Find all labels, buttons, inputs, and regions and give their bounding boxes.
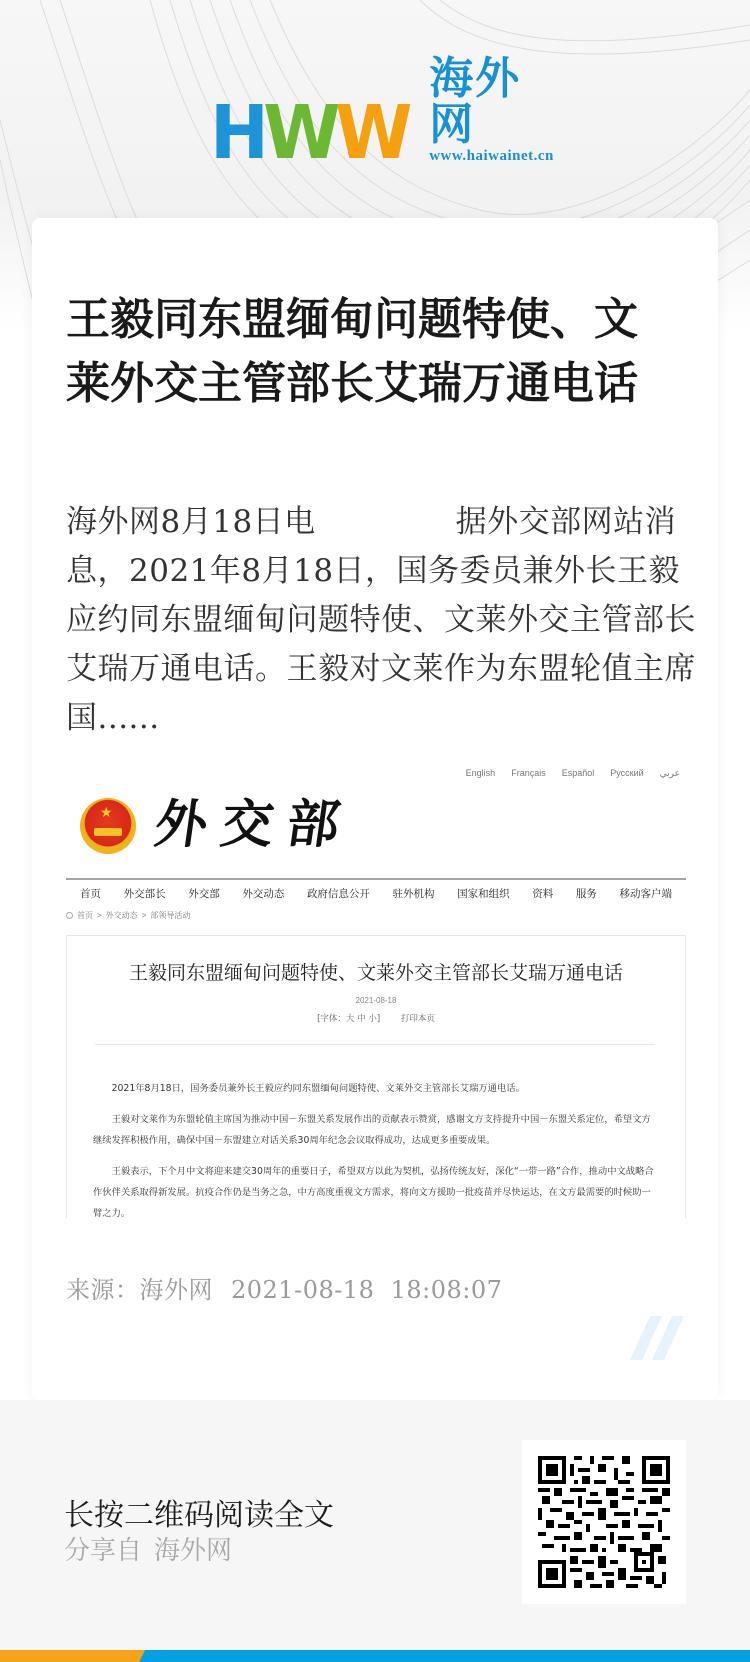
ministry-article-body bbox=[93, 1078, 659, 1218]
article-card bbox=[32, 218, 718, 1400]
lang-english: English bbox=[465, 768, 496, 778]
double-slash-decoration-icon bbox=[628, 1316, 688, 1360]
nav-item: 资料 bbox=[532, 888, 554, 900]
qr-code[interactable] bbox=[522, 1440, 686, 1604]
nav-item: 移动客户端 bbox=[619, 888, 672, 900]
nav-item: 外交动态 bbox=[242, 888, 285, 900]
share-prefix: 分享自 bbox=[64, 1536, 143, 1566]
nav-item: 驻外机构 bbox=[392, 888, 435, 900]
article-paragraph: 王毅对文莱作为东盟轮值主席国为推动中国－东盟关系发展作出的贡献表示赞赏，感谢文方支持提升中国－东盟关系定位，希望文方继续发挥积极作用，确保中国－东盟建立对话关系30周年纪念会议取得成功，达成更多重要成果。 bbox=[93, 1114, 651, 1146]
print-page-link: 打印本页 bbox=[400, 1014, 435, 1024]
nav-item: 外交部 bbox=[188, 888, 220, 900]
lang-french: Français bbox=[511, 768, 546, 778]
summary-lead: 海外网8月18日电 bbox=[66, 504, 316, 540]
summary-text: 据外交部网站消息，2021年8月18日，国务委员兼外长王毅应约同东盟缅甸问题特使、文莱外交主管部长艾瑞万通电话。王毅对文莱作为东盟轮值主席国...... bbox=[66, 504, 696, 736]
article-tools bbox=[67, 1012, 685, 1024]
breadcrumb-item: 首页 bbox=[77, 911, 93, 920]
lang-russian: Русский bbox=[610, 768, 644, 778]
lang-arabic: عربي bbox=[659, 768, 680, 778]
location-icon bbox=[66, 912, 73, 919]
ministry-article-box bbox=[66, 935, 686, 1218]
qr-code-icon bbox=[538, 1456, 670, 1588]
language-links bbox=[466, 768, 680, 779]
article-paragraph: 王毅表示，下个月中文将迎来建交30周年的重要日子，希望双方以此为契机，弘扬传统友好，深化“一带一路”合作，推动中文战略合作伙伴关系取得新发展。抗疫合作仍是当务之急，中方高度重视文方需求，将向文方援助一批疫苗并尽快运达，在文方最需要的时候助一臂之力。 bbox=[93, 1166, 654, 1218]
font-size-tools: [字体：大 中 小] bbox=[317, 1014, 381, 1024]
nav-item: 国家和组织 bbox=[457, 888, 510, 900]
breadcrumb-item: 外交动态 bbox=[105, 911, 138, 920]
embedded-article-screenshot bbox=[66, 748, 686, 1218]
brand-color-stripe bbox=[0, 1650, 750, 1662]
logo-hww-letters bbox=[210, 90, 407, 176]
nav-item: 首页 bbox=[80, 888, 101, 900]
share-footer bbox=[0, 1400, 750, 1650]
logo-letter-h: H bbox=[210, 90, 264, 176]
share-source-line bbox=[64, 1530, 232, 1567]
logo-letter-w1: W bbox=[263, 90, 335, 176]
qr-call-to-action: 长按二维码阅读全文 bbox=[64, 1498, 334, 1533]
divider bbox=[95, 1044, 655, 1045]
lang-spanish: Español bbox=[561, 768, 595, 778]
ministry-article-date: 2021-08-18 bbox=[355, 996, 397, 1005]
logo-brand-name: 海外网 bbox=[429, 53, 522, 150]
breadcrumb-item: 部领导活动 bbox=[150, 911, 191, 920]
article-summary bbox=[66, 498, 696, 743]
ministry-article-title: 王毅同东盟缅甸问题特使、文莱外交主管部长艾瑞万通电话 bbox=[128, 962, 623, 984]
ministry-nav-bar bbox=[66, 878, 686, 901]
article-source-line bbox=[66, 1270, 502, 1305]
nav-item: 政府信息公开 bbox=[306, 888, 370, 900]
haiwainet-logo[interactable] bbox=[210, 53, 554, 176]
nav-item: 外交部长 bbox=[123, 888, 166, 900]
article-paragraph: 2021年8月18日，国务委员兼外长王毅应约同东盟缅甸问题特使、文莱外交主管部长艾瑞万通电话。 bbox=[111, 1083, 525, 1094]
national-emblem-icon: ★ bbox=[80, 798, 136, 854]
publish-datetime: 2021-08-18 18:08:07 bbox=[231, 1276, 503, 1304]
breadcrumb: 首页 > 外交动态 > 部领导活动 bbox=[66, 910, 190, 921]
source-label: 来源：海外网 bbox=[66, 1276, 213, 1304]
nav-item: 服务 bbox=[575, 888, 597, 900]
ministry-calligraphy-logo: 外交部 bbox=[151, 794, 358, 855]
logo-letter-w2: W bbox=[334, 90, 407, 176]
logo-brand-url: www.haiwainet.cn bbox=[429, 148, 554, 164]
share-source: 海外网 bbox=[154, 1536, 233, 1566]
article-headline: 王毅同东盟缅甸问题特使、文莱外交主管部长艾瑞万通电话 bbox=[66, 294, 638, 409]
